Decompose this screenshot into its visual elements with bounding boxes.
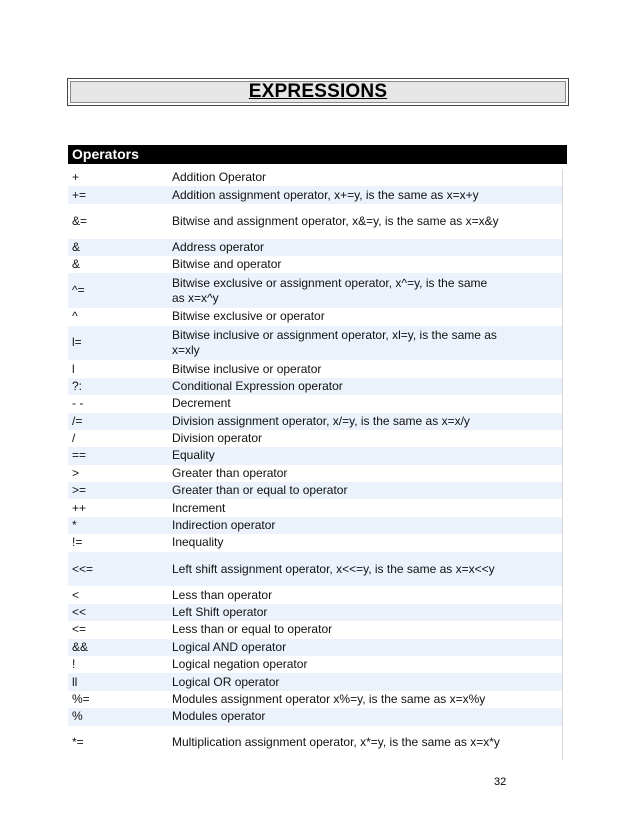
operator-description: Bitwise exclusive or operator [172, 309, 325, 324]
section-header: Operators [68, 145, 567, 164]
operator-symbol: != [72, 535, 83, 550]
operators-table [68, 169, 563, 760]
operator-description: Logical OR operator [172, 674, 280, 689]
table-row [68, 604, 562, 621]
operator-description: Addition Operator [172, 170, 267, 185]
operator-symbol: & [72, 239, 81, 254]
operator-description: Multiplication assignment operator, x*=y, is the same as x=x*y [172, 735, 500, 750]
operator-symbol: += [72, 187, 87, 202]
operator-description: Bitwise inclusive or assignment operator, xl=y, is the same as x=xly [172, 327, 497, 357]
table-row [68, 673, 562, 690]
operator-description: Division assignment operator, x/=y, is the same as x=x/y [172, 413, 470, 428]
operator-description: Decrement [172, 396, 231, 411]
table-row [68, 726, 562, 761]
operator-symbol: ?: [72, 378, 83, 393]
table-row [68, 499, 562, 516]
table-row [68, 708, 562, 725]
table-row [68, 360, 562, 377]
operator-description: Modules operator [172, 709, 266, 724]
operator-description: Indirection operator [172, 518, 276, 533]
table-row [68, 465, 562, 482]
operator-symbol: ++ [72, 500, 87, 515]
table-row [68, 552, 562, 587]
operator-description: Bitwise and operator [172, 257, 282, 272]
operator-description: Greater than or equal to operator [172, 483, 348, 498]
operator-description: Logical AND operator [172, 639, 287, 654]
operator-description: Conditional Expression operator [172, 378, 343, 393]
title-box [67, 78, 569, 106]
operator-symbol: <= [72, 622, 87, 637]
operator-description: Less than or equal to operator [172, 622, 333, 637]
table-row [68, 395, 562, 412]
operator-description: Address operator [172, 239, 265, 254]
operator-symbol: << [72, 605, 87, 620]
operator-symbol: >= [72, 483, 87, 498]
table-row [68, 308, 562, 325]
table-row [68, 273, 562, 308]
table-row [68, 430, 562, 447]
operator-symbol: % [72, 709, 83, 724]
table-row [68, 656, 562, 673]
operator-symbol: + [72, 170, 80, 185]
operator-description: Bitwise inclusive or operator [172, 361, 322, 376]
operator-description: Addition assignment operator, x+=y, is the same as x=x+y [172, 187, 479, 202]
operator-description: Equality [172, 448, 215, 463]
operator-symbol: %= [72, 691, 90, 706]
operator-description: Greater than operator [172, 465, 288, 480]
table-row [68, 639, 562, 656]
operator-description: Bitwise and assignment operator, x&=y, is the same as x=x&y [172, 213, 499, 228]
operator-symbol: / [72, 431, 76, 446]
table-row [68, 326, 562, 361]
table-row [68, 256, 562, 273]
table-row [68, 482, 562, 499]
table-row [68, 586, 562, 603]
operator-symbol: ll [72, 674, 78, 689]
operator-description: Less than operator [172, 587, 273, 602]
page-number: 32 [494, 776, 507, 788]
operator-description: Left shift assignment operator, x<<=y, is the same as x=x<<y [172, 561, 495, 576]
table-row [68, 186, 562, 203]
operator-symbol: &= [72, 213, 88, 228]
operator-symbol: * [72, 518, 77, 533]
table-row [68, 517, 562, 534]
operator-symbol: ^= [72, 283, 85, 298]
operator-symbol: == [72, 448, 87, 463]
table-row [68, 204, 562, 239]
table-row [68, 447, 562, 464]
operator-description: Left Shift operator [172, 605, 268, 620]
operator-description: Logical negation operator [172, 657, 308, 672]
operator-symbol: & [72, 257, 81, 272]
operator-description: Bitwise exclusive or assignment operator, x^=y, is the same as x=x^y [172, 275, 488, 305]
table-row [68, 169, 562, 186]
operator-symbol: ^ [72, 309, 78, 324]
table-row [68, 691, 562, 708]
operator-symbol: > [72, 465, 80, 480]
operator-symbol: /= [72, 413, 83, 428]
operator-description: Modules assignment operator x%=y, is the same as x=x%y [172, 691, 486, 706]
operator-symbol: l= [72, 335, 82, 350]
operator-description: Division operator [172, 431, 263, 446]
table-row [68, 621, 562, 638]
operator-symbol: *= [72, 735, 84, 750]
page-title: EXPRESSIONS [248, 81, 388, 102]
operator-symbol: l [72, 361, 75, 376]
operator-description: Inequality [172, 535, 224, 550]
operator-symbol: <<= [72, 561, 94, 576]
table-row [68, 534, 562, 551]
operator-symbol: - - [72, 396, 84, 411]
operator-symbol: ! [72, 657, 76, 672]
operator-symbol: < [72, 587, 80, 602]
table-row [68, 239, 562, 256]
table-row [68, 413, 562, 430]
operator-description: Increment [172, 500, 226, 515]
operator-symbol: && [72, 639, 89, 654]
table-row [68, 378, 562, 395]
